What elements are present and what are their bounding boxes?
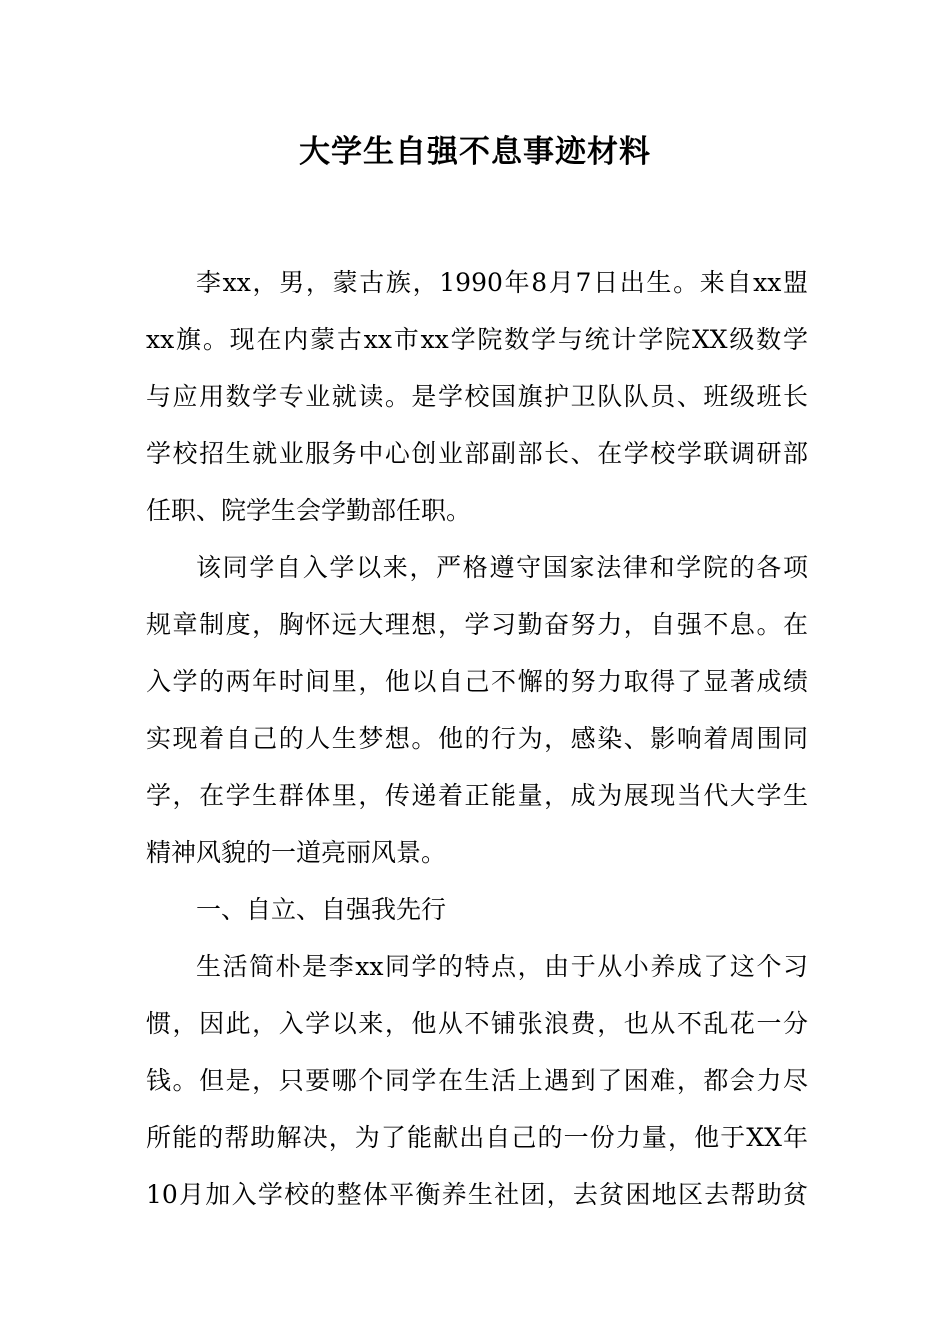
text-line-11: 精神风貌的一道亮丽风景。 xyxy=(146,838,447,867)
text-line-5: 任职、院学生会学勤部任职。 xyxy=(146,496,472,525)
text-line-14: 惯，因此，入学以来，他从不铺张浪费，也从不乱花一分 xyxy=(146,1009,808,1038)
text-line-1: 李xx，男，蒙古族，1990年8月7日出生。来自xx盟 xyxy=(196,268,808,297)
text-line-2: xx旗。现在内蒙古xx市xx学院数学与统计学院XX级数学 xyxy=(146,325,808,354)
text-line-16: 所能的帮助解决，为了能献出自己的一份力量，他于XX年 xyxy=(146,1123,808,1152)
text-line-8: 入学的两年时间里，他以自己不懈的努力取得了显著成绩 xyxy=(146,667,808,696)
text-line-17: 10月加入学校的整体平衡养生社团，去贫困地区去帮助贫 xyxy=(146,1180,808,1209)
text-line-3: 与应用数学专业就读。是学校国旗护卫队队员、班级班长 xyxy=(146,382,808,411)
text-line-15: 钱。但是，只要哪个同学在生活上遇到了困难，都会力尽 xyxy=(146,1066,808,1095)
text-line-7: 规章制度，胸怀远大理想，学习勤奋努力，自强不息。在 xyxy=(146,610,808,639)
text-line-4: 学校招生就业服务中心创业部副部长、在学校学联调研部 xyxy=(146,439,808,468)
text-line-13: 生活简朴是李xx同学的特点，由于从小养成了这个习 xyxy=(196,952,808,981)
document-title: 大学生自强不息事迹材料 xyxy=(299,134,651,170)
text-line-9: 实现着自己的人生梦想。他的行为，感染、影响着周围同 xyxy=(146,724,808,753)
document-body xyxy=(146,254,808,1223)
section-heading: 一、自立、自强我先行 xyxy=(196,895,447,924)
text-line-10: 学，在学生群体里，传递着正能量，成为展现当代大学生 xyxy=(146,781,808,810)
text-line-6: 该同学自入学以来，严格遵守国家法律和学院的各项 xyxy=(196,553,808,582)
